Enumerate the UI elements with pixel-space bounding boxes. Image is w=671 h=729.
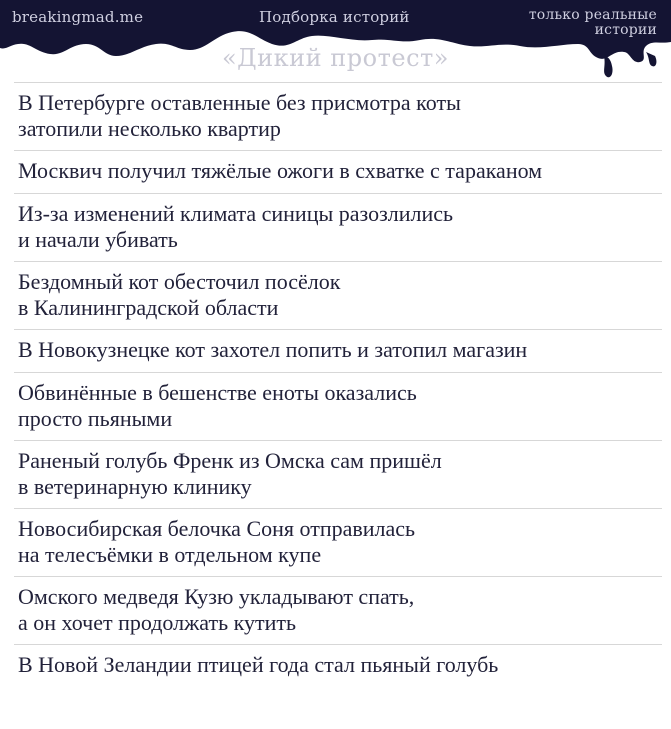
story-line1: В Новой Зеландии птицей года стал пьяный голубь — [18, 652, 499, 677]
story-line1: Обвинённые в бешенстве еноты оказались — [18, 380, 417, 405]
story-item[interactable] — [14, 576, 662, 644]
story-list — [14, 82, 662, 687]
story-item[interactable] — [14, 82, 662, 150]
story-line2: затопили несколько квартир — [18, 116, 281, 141]
story-line2: и начали убивать — [18, 227, 178, 252]
site-name[interactable]: breakingmad.me — [12, 8, 144, 26]
tagline — [507, 8, 657, 38]
story-item[interactable] — [14, 193, 662, 261]
story-item[interactable] — [14, 372, 662, 440]
tagline-line2: истории — [594, 22, 657, 38]
tagline-line1: только реальные — [528, 7, 657, 23]
story-item[interactable] — [14, 440, 662, 508]
story-line1: В Петербурге оставленные без присмотра коты — [18, 90, 461, 115]
story-line1: Из-за изменений климата синицы разозлились — [18, 201, 454, 226]
story-line1: Раненый голубь Френк из Омска сам пришёл — [18, 448, 442, 473]
story-item[interactable] — [14, 644, 662, 687]
story-line1: Бездомный кот обесточил посёлок — [18, 269, 341, 294]
story-item[interactable] — [14, 261, 662, 329]
story-line2: а он хочет продолжать кутить — [18, 610, 297, 635]
story-line1: Омского медведя Кузю укладывают спать, — [18, 584, 415, 609]
story-line2: в ветеринарную клинику — [18, 474, 252, 499]
collection-title: «Дикий протест» — [221, 44, 449, 72]
story-line2: просто пьяными — [18, 406, 173, 431]
story-item[interactable] — [14, 508, 662, 576]
story-line2: в Калининградской области — [18, 295, 279, 320]
story-line1: В Новокузнецке кот захотел попить и затопил магазин — [18, 337, 528, 362]
story-item[interactable] — [14, 329, 662, 372]
section-label: Подборка историй — [259, 8, 410, 26]
story-line2: на телесъёмки в отдельном купе — [18, 542, 322, 567]
story-line1: Москвич получил тяжёлые ожоги в схватке с тараканом — [18, 158, 543, 183]
story-line1: Новосибирская белочка Соня отправилась — [18, 516, 416, 541]
story-item[interactable] — [14, 150, 662, 193]
